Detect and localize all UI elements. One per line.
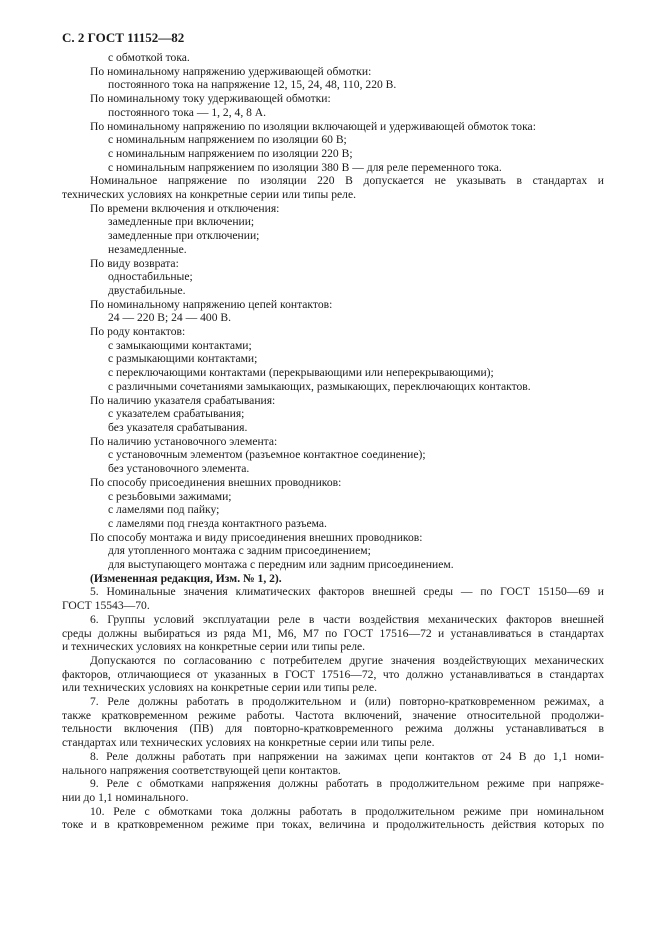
text-line: токе и в кратковременном режиме при токах, величина и продолжительность действия которых по — [62, 818, 604, 832]
text-line: нального напряжения соответствующей цепи контактов. — [62, 763, 341, 777]
text-line: 24 — 220 В; 24 — 400 В. — [108, 311, 232, 325]
text-line: с ламелями под пайку; — [108, 503, 220, 517]
text-line: По способу монтажа и виду присоединения внешних проводников: — [90, 530, 423, 544]
text-line: По номинальному току удерживающей обмотки: — [90, 92, 331, 106]
text-line: По наличию установочного элемента: — [90, 434, 278, 448]
text-line: ГОСТ 15543—70. — [62, 599, 150, 613]
text-line: с различными сочетаниями замыкающих, размыкающих, переключающих контактов. — [108, 379, 531, 393]
text-line: для выступающего монтажа с передним или задним присоединением. — [108, 558, 454, 572]
text-line: с номинальным напряжением по изоляции 60 В; — [108, 133, 347, 147]
text-line: среды должны выбираться из ряда М1, М6, М7 по ГОСТ 17516—72 и устанавливаться в стандартах — [62, 626, 604, 640]
text-line: с резьбовыми зажимами; — [108, 489, 232, 503]
text-line: с замыкающими контактами; — [108, 338, 252, 352]
text-line: одностабильные; — [108, 270, 193, 284]
text-line: незамедленные. — [108, 242, 187, 256]
text-line: нии до 1,1 номинального. — [62, 790, 189, 804]
text-line: с установочным элементом (разъемное контактное соединение); — [108, 448, 426, 462]
text-line: постоянного тока на напряжение 12, 15, 24, 48, 110, 220 В. — [108, 78, 397, 92]
text-line: с переключающими контактами (перекрывающими или неперекрывающими); — [108, 366, 494, 380]
document-body — [62, 51, 604, 832]
text-line: с номинальным напряжением по изоляции 380 В — для реле переменного тока. — [108, 160, 502, 174]
page-header: С. 2 ГОСТ 11152—82 — [62, 30, 185, 45]
text-line: Допускаются по согласованию с потребителем другие значения воздействующих механических — [90, 653, 604, 667]
text-line: По способу присоединения внешних проводников: — [90, 475, 342, 489]
text-line: 5. Номинальные значения климатических факторов внешней среды — по ГОСТ 15150—69 и — [90, 585, 604, 599]
text-line: 9. Реле с обмотками напряжения должны работать в продолжительном режиме при напряже- — [90, 777, 604, 791]
text-line: также кратковременном режиме работы. Частота включений, значение относительной продолжи- — [62, 708, 604, 722]
text-line: 10. Реле с обмотками тока должны работать в продолжительном режиме при номинальном — [90, 804, 604, 818]
text-line: технических условиях на конкретные серии или типы реле. — [62, 188, 356, 202]
text-line: двустабильные. — [108, 283, 186, 297]
text-line: с ламелями под гнезда контактного разъема. — [108, 516, 327, 530]
text-line: По времени включения и отключения: — [90, 201, 280, 215]
text-line: без указателя срабатывания. — [108, 420, 248, 434]
text-line: или технических условиях на конкретные серии или типы реле. — [62, 681, 378, 695]
text-line: По номинальному напряжению удерживающей обмотки: — [90, 64, 372, 78]
text-line: По номинальному напряжению по изоляции включающей и удерживающей обмоток тока: — [90, 119, 536, 133]
text-line: с указателем срабатывания; — [108, 407, 245, 421]
text-line: с обмоткой тока. — [108, 51, 190, 64]
text-line: По наличию указателя срабатывания: — [90, 393, 276, 407]
text-line: тельности включения (ПВ) для повторно-кратковременного режима должны устанавливаться в — [62, 722, 604, 736]
text-line: (Измененная редакция, Изм. № 1, 2). — [90, 571, 282, 585]
text-line: По роду контактов: — [90, 325, 186, 339]
text-line: и технических условиях на конкретные серии или типы реле. — [62, 640, 366, 654]
text-line: постоянного тока — 1, 2, 4, 8 А. — [108, 105, 267, 119]
text-line: с номинальным напряжением по изоляции 220 В; — [108, 146, 353, 160]
text-line: По виду возврата: — [90, 256, 179, 270]
text-line: с размыкающими контактами; — [108, 352, 258, 366]
text-line: замедленные при отключении; — [108, 229, 260, 243]
text-line: стандартах или технических условиях на конкретные серии или типы реле. — [62, 736, 435, 750]
text-line: 7. Реле должны работать в продолжительном и (или) повторно-кратковременном режимах, а — [90, 695, 604, 709]
text-line: 6. Группы условий эксплуатации реле в части воздействия механических факторов внешней — [90, 612, 604, 626]
text-line: Номинальное напряжение по изоляции 220 В допускается не указывать в стандартах и — [90, 174, 604, 188]
text-line: для утопленного монтажа с задним присоединением; — [108, 544, 371, 558]
text-line: без установочного элемента. — [108, 462, 250, 476]
text-line: факторов, отличающиеся от указанных в ГОСТ 17516—72, что должно устанавливаться в стандартах — [62, 667, 604, 681]
text-line: По номинальному напряжению цепей контактов: — [90, 297, 333, 311]
text-line: замедленные при включении; — [108, 215, 255, 229]
text-line: 8. Реле должны работать при напряжении на зажимах цепи контактов от 24 В до 1,1 номи- — [90, 749, 604, 763]
